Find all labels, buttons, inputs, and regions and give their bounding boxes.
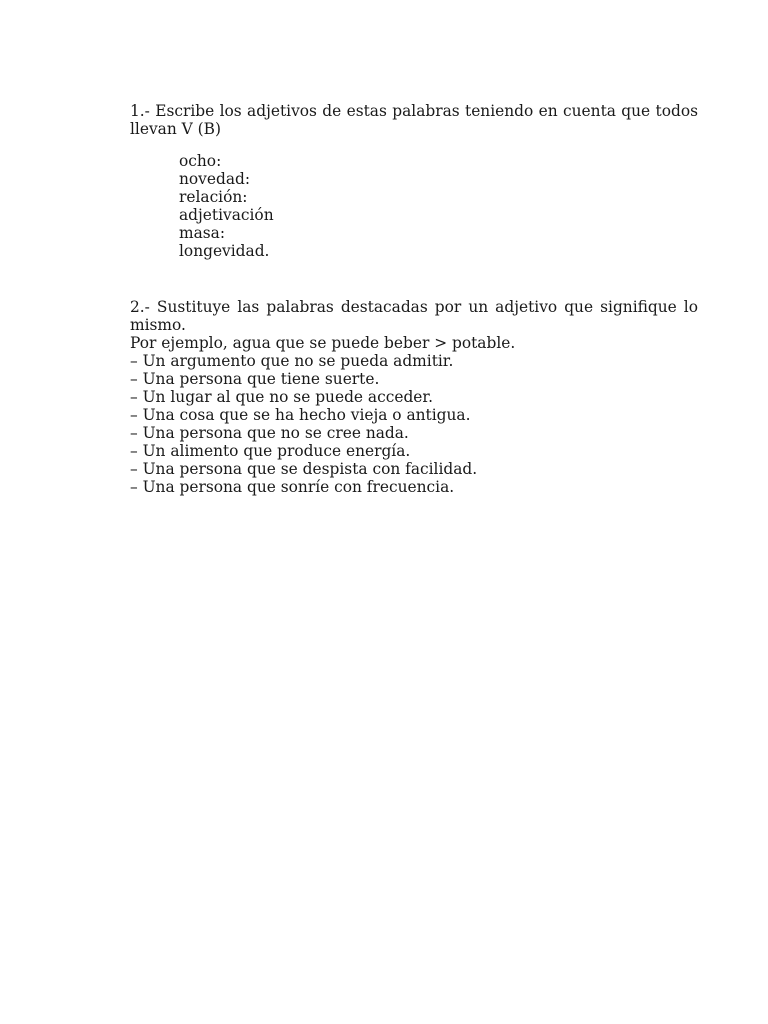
phrase-item: – Un lugar al que no se puede acceder. [130, 388, 433, 406]
exercise-1-word-list [179, 152, 698, 260]
exercise-2 [130, 298, 698, 496]
phrase-item: – Una persona que tiene suerte. [130, 370, 380, 388]
phrase-item: – Una cosa que se ha hecho vieja o antigua. [130, 406, 471, 424]
document-page [130, 102, 698, 496]
word-item: relación: [179, 188, 248, 206]
phrase-item: – Una persona que sonríe con frecuencia. [130, 478, 455, 496]
word-item: longevidad. [179, 242, 270, 260]
phrase-item: – Un argumento que no se pueda admitir. [130, 352, 454, 370]
word-item: adjetivación [179, 206, 274, 224]
phrase-item: – Un alimento que produce energía. [130, 442, 411, 460]
phrase-item: – Una persona que no se cree nada. [130, 424, 409, 442]
phrase-item: – Una persona que se despista con facilidad. [130, 460, 478, 478]
word-item: masa: [179, 224, 226, 242]
exercise-2-heading: 2.- Sustituye las palabras destacadas por un adjetivo que signifique lo mismo. [130, 298, 698, 334]
word-item: ocho: [179, 152, 222, 170]
exercise-1-heading: 1.- Escribe los adjetivos de estas palabras teniendo en cuenta que todos llevan V (B) [130, 102, 698, 138]
exercise-2-phrase-list [130, 352, 698, 496]
exercise-2-example: Por ejemplo, agua que se puede beber > potable. [130, 334, 516, 352]
exercise-1 [130, 102, 698, 260]
word-item: novedad: [179, 170, 251, 188]
